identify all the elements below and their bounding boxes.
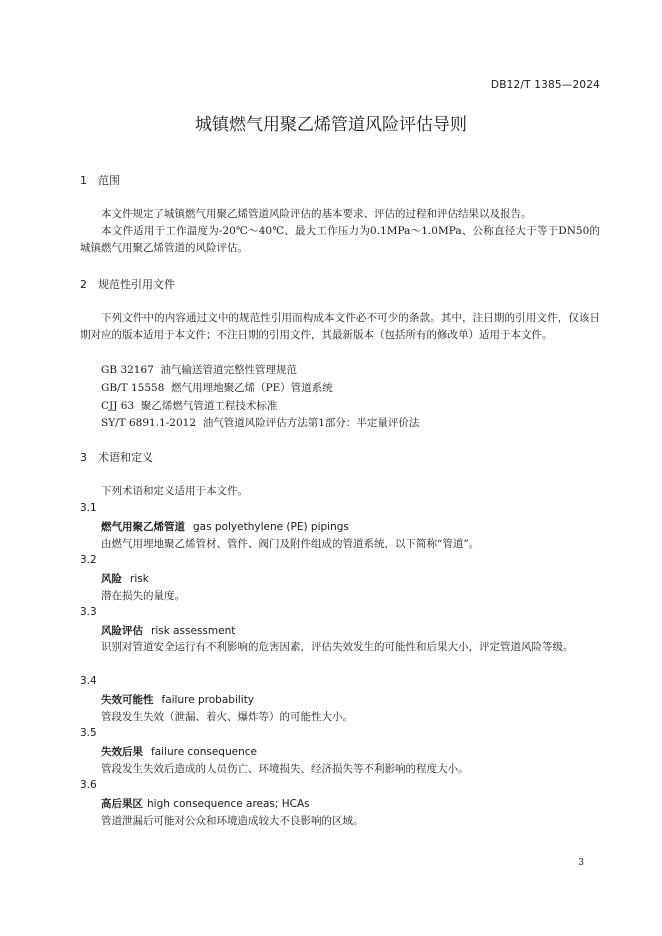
term-english: high consequence areas; HCAs bbox=[147, 798, 310, 810]
section-title: 范围 bbox=[98, 174, 120, 187]
paragraph: 本文件适用于工作温度为-20℃～40℃、最大工作压力为0.1MPa～1.0MPa、公称直径大于等于DN50的城镇燃气用聚乙烯管道的风险评估。 bbox=[80, 225, 600, 254]
standard-code: DB12/T 1385—2024 bbox=[490, 79, 600, 91]
term-chinese: 高后果区 bbox=[101, 798, 143, 810]
term-heading bbox=[101, 692, 254, 707]
paragraph: 下列术语和定义适用于本文件。 bbox=[101, 485, 248, 497]
section-number: 2 bbox=[80, 278, 87, 291]
term-english: risk assessment bbox=[151, 625, 236, 637]
reference-name: 油气输送管道完整性管理规范 bbox=[160, 364, 298, 376]
term-number: 3.2 bbox=[80, 554, 97, 566]
reference-name: 聚乙烯燃气管道工程技术标准 bbox=[140, 400, 278, 412]
term-number: 3.3 bbox=[80, 606, 97, 618]
term-chinese: 风险 bbox=[101, 573, 122, 585]
reference-name: 燃气用埋地聚乙烯（PE）管道系统 bbox=[171, 382, 333, 394]
term-heading bbox=[101, 519, 349, 534]
reference-item bbox=[101, 380, 333, 396]
term-chinese: 失效后果 bbox=[101, 746, 143, 758]
term-english: gas polyethylene (PE) pipings bbox=[193, 521, 349, 533]
term-english: risk bbox=[130, 573, 149, 585]
paragraph: 下列文件中的内容通过文中的规范性引用而构成本文件必不可少的条款。其中，注日期的引用文件，仅该日期对应的版本适用于本文件；不注日期的引用文件，其最新版本（包括所有的修改单）适用于本文件。 bbox=[80, 312, 600, 341]
section-2-heading bbox=[80, 276, 175, 292]
term-definition: 潜在损失的量度。 bbox=[101, 590, 185, 602]
section-number: 3 bbox=[80, 451, 87, 464]
reference-item bbox=[101, 398, 277, 414]
term-number: 3.5 bbox=[80, 727, 97, 739]
document-title: 城镇燃气用聚乙烯管道风险评估导则 bbox=[195, 115, 467, 135]
section-1-heading bbox=[80, 172, 120, 188]
term-number: 3.4 bbox=[80, 675, 97, 687]
term-heading bbox=[101, 571, 149, 586]
reference-code: GB 32167 bbox=[101, 364, 154, 376]
term-english: failure consequence bbox=[151, 746, 257, 758]
section-number: 1 bbox=[80, 174, 87, 187]
section-3-heading bbox=[80, 449, 153, 465]
term-chinese: 失效可能性 bbox=[101, 694, 154, 706]
page-number: 3 bbox=[578, 858, 584, 868]
term-definition: 管段发生失效（泄漏、着火、爆炸等）的可能性大小。 bbox=[101, 711, 353, 723]
section-title: 规范性引用文件 bbox=[98, 278, 175, 291]
term-number: 3.6 bbox=[80, 779, 97, 791]
reference-code: GB/T 15558 bbox=[101, 382, 165, 394]
term-number: 3.1 bbox=[80, 502, 97, 514]
term-definition: 管道泄漏后可能对公众和环境造成较大不良影响的区域。 bbox=[101, 815, 364, 827]
reference-code: SY/T 6891.1-2012 bbox=[101, 417, 197, 429]
term-heading bbox=[101, 796, 310, 811]
term-heading bbox=[101, 623, 235, 638]
term-definition: 识别对管道安全运行有不利影响的危害因素，评估失效发生的可能性和后果大小，评定管道风险等级。 bbox=[101, 641, 574, 653]
term-chinese: 风险评估 bbox=[101, 625, 143, 637]
term-heading bbox=[101, 744, 257, 759]
reference-item bbox=[101, 362, 297, 378]
reference-code: CJJ 63 bbox=[101, 400, 135, 412]
paragraph: 本文件规定了城镇燃气用聚乙烯管道风险评估的基本要求、评估的过程和评估结果以及报告。 bbox=[101, 208, 532, 220]
reference-name: 油气管道风险评估方法第1部分：半定量评价法 bbox=[202, 417, 420, 429]
reference-item bbox=[101, 415, 419, 431]
term-chinese: 燃气用聚乙烯管道 bbox=[101, 521, 185, 533]
term-definition: 管段发生失效后造成的人员伤亡、环境损失、经济损失等不利影响的程度大小。 bbox=[101, 763, 469, 775]
term-definition: 由燃气用埋地聚乙烯管材、管件、阀门及附件组成的管道系统，以下简称“管道”。 bbox=[101, 538, 480, 550]
section-title: 术语和定义 bbox=[98, 451, 153, 464]
term-english: failure probability bbox=[161, 694, 255, 706]
